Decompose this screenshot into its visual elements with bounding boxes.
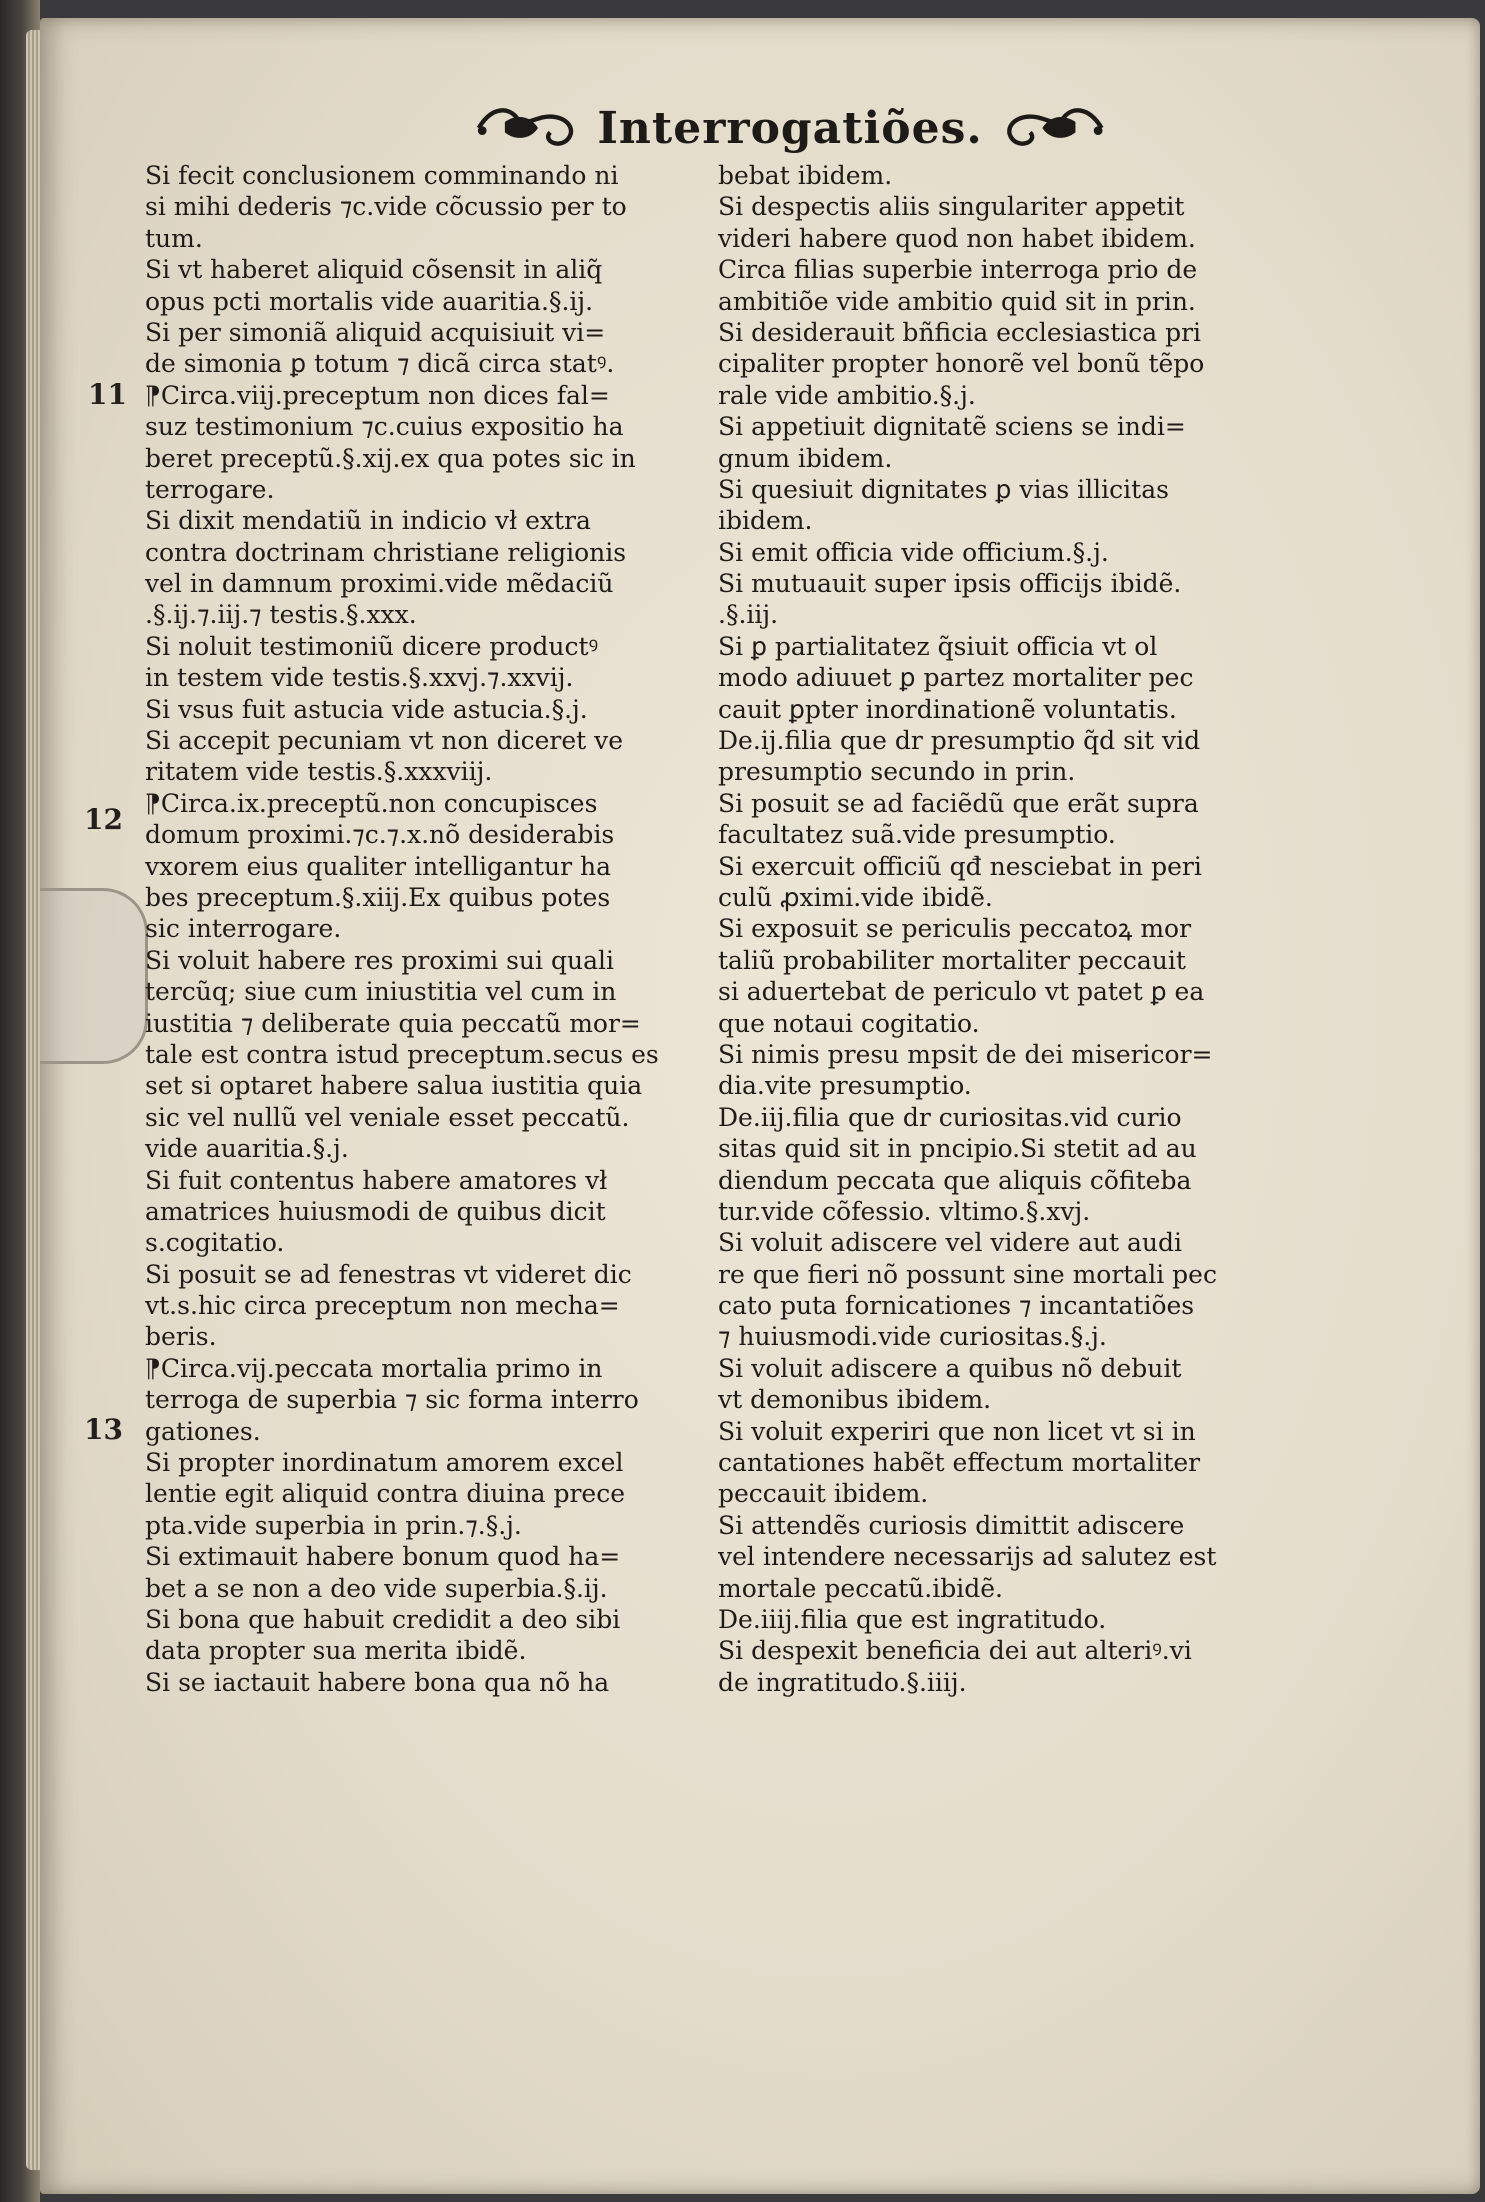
text-line: Si voluit habere res proximi sui quali	[145, 945, 614, 975]
text-line: ritatem vide testis.§.xxxviij.	[145, 757, 493, 787]
text-line: Circa filias superbie interroga prio de	[718, 255, 1198, 285]
text-line: re que fieri nõ possunt sine mortali pec	[718, 1259, 1217, 1289]
text-line: de ingratitudo.§.iiij.	[718, 1667, 967, 1697]
text-line: cauit ꝑpter inordinationẽ voluntatis.	[718, 694, 1177, 724]
text-line: gnum ibidem.	[718, 443, 893, 473]
text-line: Si exercuit officiũ qđ nesciebat in peri	[718, 851, 1202, 881]
text-line: vel intendere necessarijs ad salutez est	[718, 1542, 1217, 1572]
text-line: cantationes habẽt effectum mortaliter	[718, 1448, 1201, 1478]
text-line: Si voluit experiri que non licet vt si in	[718, 1416, 1196, 1446]
text-line: peccauit ibidem.	[718, 1479, 929, 1509]
text-line: Si fuit contentus habere amatores vł	[145, 1165, 608, 1195]
margin-number: 11	[88, 378, 127, 411]
text-line: culũ ꝓximi.vide ibidẽ.	[718, 882, 993, 912]
text-line: ambitiõe vide ambitio quid sit in prin.	[718, 286, 1196, 316]
text-line: .§.ij.⁊.iij.⁊ testis.§.xxx.	[145, 600, 417, 630]
text-line: cipaliter propter honorẽ vel bonũ tẽpo	[718, 349, 1205, 379]
text-line: terroga de superbia ⁊ sic forma interro	[145, 1385, 639, 1415]
running-head: Interrogatiões.	[597, 102, 983, 154]
text-line: suz testimonium ⁊c.cuius expositio ha	[145, 412, 624, 442]
text-line: bebat ibidem.	[718, 161, 893, 190]
text-line: sitas quid sit in pncipio.Si stetit ad au	[718, 1134, 1197, 1164]
text-line: dia.vite presumptio.	[718, 1071, 972, 1101]
text-line: modo adiuuet ꝑ partez mortaliter pec	[718, 663, 1194, 693]
text-line: de simonia ꝑ totum ⁊ dicã circa statꝰ.	[145, 349, 615, 379]
text-line: pta.vide superbia in prin.⁊.§.j.	[145, 1510, 522, 1540]
text-line: iustitia ⁊ deliberate quia peccatũ mor=	[145, 1008, 641, 1038]
text-line: diendum peccata que aliquis cõfiteba	[718, 1165, 1192, 1195]
margin-number: 13	[84, 1413, 123, 1446]
text-line: beret preceptũ.§.xij.ex qua potes sic in	[145, 443, 636, 473]
text-line: Si se iactauit habere bona qua nõ ha	[145, 1667, 610, 1697]
text-line: sic interrogare.	[145, 914, 342, 944]
text-line: bet a se non a deo vide superbia.§.ij.	[145, 1573, 608, 1603]
text-line: presumptio secundo in prin.	[718, 757, 1076, 787]
text-line: sic vel nullũ vel veniale esset peccatũ.	[145, 1102, 630, 1132]
text-line: Si posuit se ad fenestras vt videret dic	[145, 1259, 632, 1289]
text-line: tercũq; siue cum iniustitia vel cum in	[145, 977, 617, 1007]
text-line: in testem vide testis.§.xxvj.⁊.xxvij.	[145, 663, 574, 693]
text-line: Si attendẽs curiosis dimittit adiscere	[718, 1510, 1185, 1540]
book-page	[40, 18, 1480, 2194]
text-line: Si despexit beneficia dei aut alteriꝰ.vi	[718, 1636, 1192, 1666]
text-line: Si noluit testimoniũ dicere productꝰ	[145, 631, 599, 661]
text-line: bes preceptum.§.xiij.Ex quibus potes	[145, 882, 611, 912]
text-line: Si emit officia vide officium.§.j.	[718, 537, 1109, 567]
text-line: Si propter inordinatum amorem excel	[145, 1448, 624, 1478]
text-line: Si mutuauit super ipsis officijs ibidẽ.	[718, 569, 1182, 599]
text-line: tale est contra istud preceptum.secus es	[145, 1039, 659, 1069]
text-line: De.iiij.filia que est ingratitudo.	[718, 1604, 1107, 1634]
text-line: data propter sua merita ibidẽ.	[145, 1636, 527, 1666]
text-line: Si ꝑ partialitatez q̃siuit officia vt ol	[718, 631, 1158, 661]
text-line: Si posuit se ad faciẽdũ que erãt supra	[718, 788, 1199, 818]
text-line: domum proximi.⁊c.⁊.x.nõ desiderabis	[145, 820, 615, 850]
margin-number: 12	[84, 803, 123, 836]
text-line: vxorem eius qualiter intelligantur ha	[145, 851, 612, 881]
text-line: tur.vide cõfessio. vltimo.§.xvj.	[718, 1196, 1091, 1226]
text-line: De.iij.filia que dr curiositas.vid curio	[718, 1102, 1182, 1132]
text-line: Si appetiuit dignitatẽ sciens se indi=	[718, 412, 1186, 442]
text-line: Si extimauit habere bonum quod ha=	[145, 1542, 621, 1572]
text-line: videri habere quod non habet ibidem.	[718, 223, 1196, 253]
text-line: Si bona que habuit credidit a deo sibi	[145, 1604, 621, 1634]
text-line: Si voluit adiscere a quibus nõ debuit	[718, 1353, 1182, 1383]
text-line: terrogare.	[145, 474, 275, 504]
text-line: Si accepit pecuniam vt non diceret ve	[145, 726, 624, 756]
text-line: Si dixit mendatiũ in indicio vł extra	[145, 506, 591, 536]
text-line: .§.iij.	[718, 600, 779, 630]
right-column	[718, 160, 1343, 1698]
text-line: ⁊ huiusmodi.vide curiositas.§.j.	[718, 1322, 1107, 1352]
text-line: taliũ probabiliter mortaliter peccauit	[718, 945, 1186, 975]
text-line: que notaui cogitatio.	[718, 1008, 980, 1038]
text-line: ⁋Circa.ix.preceptũ.non concupisces	[145, 788, 598, 818]
text-line: rale vide ambitio.§.j.	[718, 380, 976, 410]
text-line: ⁋Circa.viij.preceptum non dices fal=	[145, 380, 610, 410]
text-line: Si voluit adiscere vel videre aut audi	[718, 1228, 1183, 1258]
text-line: cato puta fornicationes ⁊ incantatiões	[718, 1291, 1195, 1321]
left-column	[145, 160, 705, 1698]
text-line: vt demonibus ibidem.	[718, 1385, 992, 1415]
text-line: Si desiderauit bñficia ecclesiastica pri	[718, 317, 1202, 347]
text-line: set si optaret habere salua iustitia quia	[145, 1071, 643, 1101]
fleuron-left-icon	[470, 93, 583, 163]
text-line: mortale peccatũ.ibidẽ.	[718, 1573, 1003, 1603]
text-line: contra doctrinam christiane religionis	[145, 537, 627, 567]
text-line: ibidem.	[718, 506, 813, 536]
text-line: vel in damnum proximi.vide mẽdaciũ	[145, 569, 614, 599]
text-line: Si vsus fuit astucia vide astucia.§.j.	[145, 694, 588, 724]
text-line: De.ij.filia que dr presumptio q̃d sit vid	[718, 726, 1201, 756]
page-clip	[40, 888, 148, 1064]
text-line: si aduertebat de periculo vt patet ꝑ ea	[718, 977, 1205, 1007]
text-line: beris.	[145, 1322, 217, 1352]
text-line: gationes.	[145, 1416, 261, 1446]
fleuron-right-icon	[997, 93, 1110, 163]
text-line: vt.s.hic circa preceptum non mecha=	[145, 1291, 620, 1321]
text-line: si mihi dederis ⁊c.vide cõcussio per to	[145, 192, 627, 222]
text-line: Si vt haberet aliquid cõsensit in aliq̃	[145, 255, 603, 285]
text-line: opus pcti mortalis vide auaritia.§.ij.	[145, 286, 594, 316]
text-line: Si despectis aliis singulariter appetit	[718, 192, 1185, 222]
text-line: Si nimis presu mpsit de dei misericor=	[718, 1039, 1213, 1069]
text-line: s.cogitatio.	[145, 1228, 285, 1258]
text-line: tum.	[145, 223, 203, 253]
text-line: Si per simoniã aliquid acquisiuit vi=	[145, 317, 606, 347]
text-line: Si fecit conclusionem comminando ni	[145, 161, 619, 190]
text-line: facultatez suã.vide presumptio.	[718, 820, 1116, 850]
text-line: ⁋Circa.vij.peccata mortalia primo in	[145, 1353, 603, 1383]
text-line: Si exposuit se periculis peccatoꝝ mor	[718, 914, 1192, 944]
text-line: amatrices huiusmodi de quibus dicit	[145, 1196, 606, 1226]
text-line: Si quesiuit dignitates ꝑ vias illicitas	[718, 474, 1169, 504]
page-header	[470, 88, 1110, 168]
text-line: vide auaritia.§.j.	[145, 1134, 349, 1164]
text-line: lentie egit aliquid contra diuina prece	[145, 1479, 626, 1509]
